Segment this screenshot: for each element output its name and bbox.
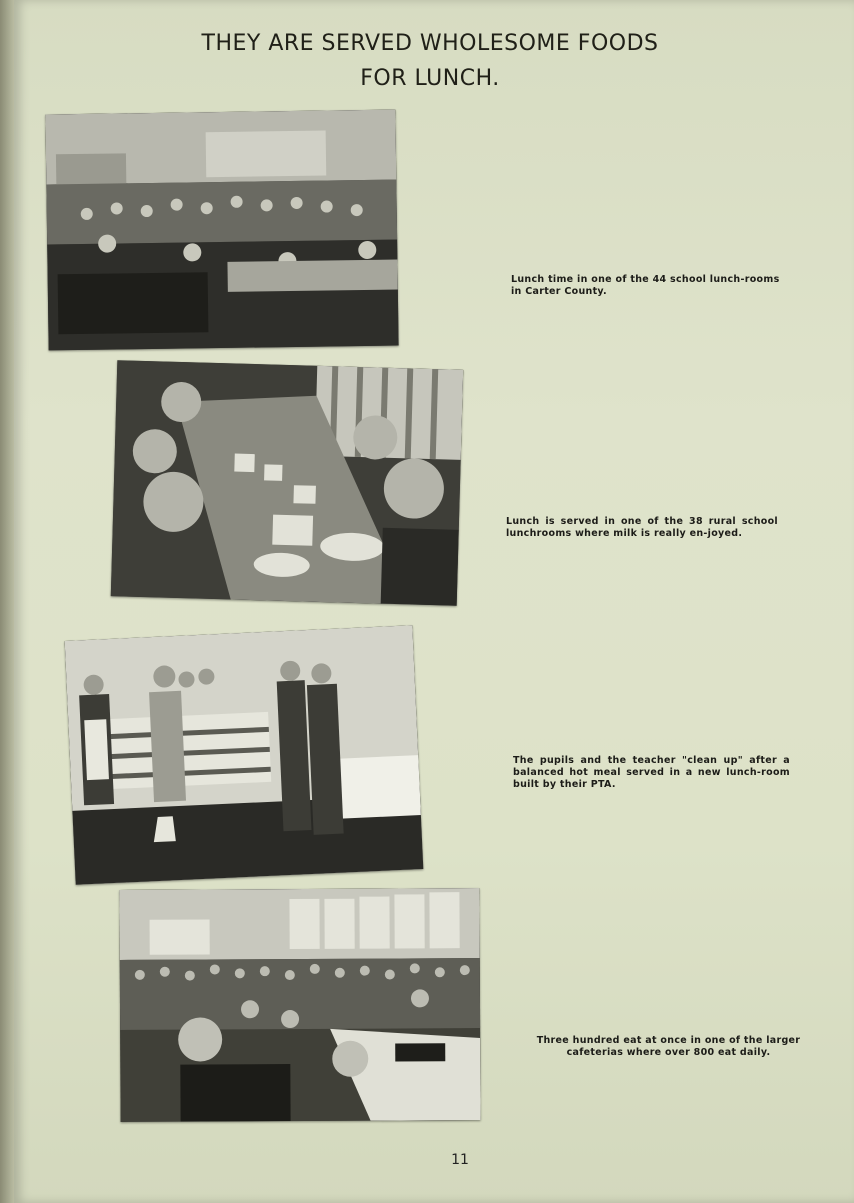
- caption-2: Lunch is served in one of the 38 rural school lunchrooms where milk is really en-joyed.: [506, 516, 778, 539]
- photo-clean-up: [65, 625, 424, 885]
- photo-lunchroom-image: [45, 110, 398, 351]
- photo-cafeteria: [119, 888, 480, 1122]
- photo-rural-lunchroom-image: [111, 360, 463, 606]
- photo-clean-up-image: [65, 625, 424, 885]
- caption-1: Lunch time in one of the 44 school lunch-rooms in Carter County.: [511, 274, 780, 297]
- page-number: 11: [451, 1152, 469, 1168]
- book-spine: [0, 0, 14, 1203]
- page-title-line-1: THEY ARE SERVED WHOLESOME FOODS: [201, 31, 659, 56]
- photo-lunchroom: [45, 110, 398, 351]
- photo-rural-lunchroom: [111, 360, 463, 606]
- caption-4: Three hundred eat at once in one of the larger cafeterias where over 800 eat daily.: [536, 1035, 801, 1058]
- page-title-line-2: FOR LUNCH.: [360, 66, 500, 91]
- caption-3: The pupils and the teacher "clean up" after a balanced hot meal served in a new lunch-room built by their PTA.: [513, 755, 790, 790]
- photo-cafeteria-image: [119, 888, 480, 1122]
